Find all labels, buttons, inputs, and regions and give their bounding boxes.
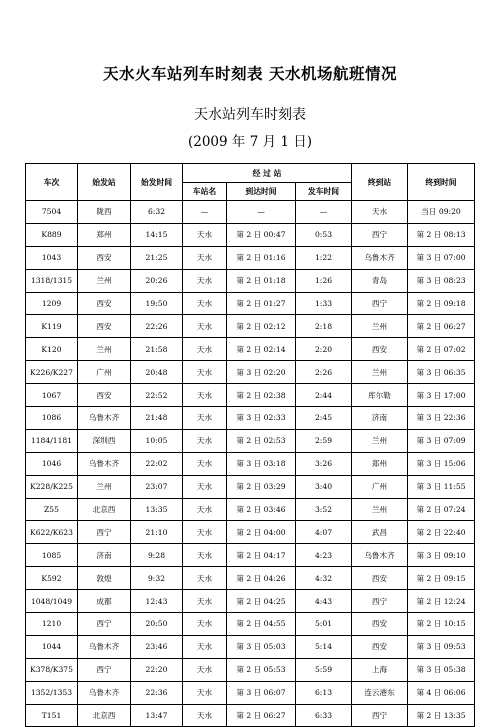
cell-depart: — bbox=[296, 201, 352, 224]
cell-depart: 1:22 bbox=[296, 246, 352, 269]
cell-depart: 2:18 bbox=[296, 315, 352, 338]
cell-station: 天水 bbox=[183, 292, 227, 315]
cell-end: 第 3 日 11:55 bbox=[408, 475, 475, 498]
table-row bbox=[26, 475, 475, 498]
cell-station: 天水 bbox=[183, 475, 227, 498]
cell-train: K622/K623 bbox=[26, 521, 78, 544]
cell-terminal: 西安 bbox=[352, 613, 408, 636]
cell-origin: 兰州 bbox=[78, 475, 131, 498]
cell-station: — bbox=[183, 201, 227, 224]
cell-station: 天水 bbox=[183, 223, 227, 246]
header-terminal: 终到站 bbox=[352, 164, 408, 201]
cell-start: 23:07 bbox=[131, 475, 183, 498]
cell-start: 6:32 bbox=[131, 201, 183, 224]
cell-station: 天水 bbox=[183, 361, 227, 384]
cell-end: 第 2 日 22:40 bbox=[408, 521, 475, 544]
cell-arrive: 第 3 日 03:18 bbox=[227, 452, 296, 475]
cell-terminal: 兰州 bbox=[352, 429, 408, 452]
timetable-date: (2009 年 7 月 1 日) bbox=[187, 134, 313, 150]
cell-train: 1210 bbox=[26, 613, 78, 636]
cell-start: 12:43 bbox=[131, 590, 183, 613]
cell-arrive: 第 2 日 03:29 bbox=[227, 475, 296, 498]
cell-train: 1352/1353 bbox=[26, 681, 78, 704]
cell-depart: 4:32 bbox=[296, 567, 352, 590]
cell-depart: 2:20 bbox=[296, 338, 352, 361]
cell-start: 21:58 bbox=[131, 338, 183, 361]
cell-station: 天水 bbox=[183, 429, 227, 452]
cell-train: Z55 bbox=[26, 498, 78, 521]
cell-depart: 2:59 bbox=[296, 429, 352, 452]
cell-end: 第 3 日 22:36 bbox=[408, 407, 475, 430]
table-row bbox=[26, 613, 475, 636]
cell-terminal: 上海 bbox=[352, 658, 408, 681]
timetable-body bbox=[26, 201, 475, 727]
header-origin: 始发站 bbox=[78, 164, 131, 201]
cell-start: 13:35 bbox=[131, 498, 183, 521]
cell-end: 第 3 日 09:10 bbox=[408, 544, 475, 567]
header-arrive: 到达时间 bbox=[227, 183, 296, 201]
cell-origin: 郑州 bbox=[78, 223, 131, 246]
cell-start: 10:05 bbox=[131, 429, 183, 452]
cell-station: 天水 bbox=[183, 407, 227, 430]
header-depart-time: 始发时间 bbox=[131, 164, 183, 201]
cell-start: 22:20 bbox=[131, 658, 183, 681]
cell-origin: 济南 bbox=[78, 544, 131, 567]
cell-end: 第 3 日 05:38 bbox=[408, 658, 475, 681]
cell-terminal: 济南 bbox=[352, 407, 408, 430]
cell-station: 天水 bbox=[183, 590, 227, 613]
cell-start: 13:47 bbox=[131, 704, 183, 727]
cell-station: 天水 bbox=[183, 567, 227, 590]
cell-station: 天水 bbox=[183, 269, 227, 292]
cell-terminal: 西宁 bbox=[352, 223, 408, 246]
cell-origin: 西安 bbox=[78, 246, 131, 269]
cell-terminal: 西安 bbox=[352, 635, 408, 658]
cell-depart: 3:26 bbox=[296, 452, 352, 475]
cell-arrive: 第 2 日 03:46 bbox=[227, 498, 296, 521]
cell-terminal: 连云港东 bbox=[352, 681, 408, 704]
cell-train: 1085 bbox=[26, 544, 78, 567]
cell-train: 1044 bbox=[26, 635, 78, 658]
cell-origin: 兰州 bbox=[78, 269, 131, 292]
cell-train: 1209 bbox=[26, 292, 78, 315]
table-row bbox=[26, 590, 475, 613]
cell-origin: 乌鲁木齐 bbox=[78, 681, 131, 704]
page-title: 天水火车站列车时刻表 天水机场航班情况 bbox=[103, 64, 397, 83]
cell-train: K226/K227 bbox=[26, 361, 78, 384]
table-row bbox=[26, 315, 475, 338]
cell-start: 9:28 bbox=[131, 544, 183, 567]
cell-end: 第 2 日 13:35 bbox=[408, 704, 475, 727]
cell-terminal: 西宁 bbox=[352, 292, 408, 315]
cell-station: 天水 bbox=[183, 246, 227, 269]
header-station: 车站名 bbox=[183, 183, 227, 201]
table-row bbox=[26, 498, 475, 521]
cell-start: 22:02 bbox=[131, 452, 183, 475]
cell-depart: 0:53 bbox=[296, 223, 352, 246]
header-depart: 发车时间 bbox=[296, 183, 352, 201]
cell-end: 第 3 日 17:00 bbox=[408, 384, 475, 407]
table-row bbox=[26, 407, 475, 430]
cell-arrive: 第 2 日 01:18 bbox=[227, 269, 296, 292]
cell-train: 1067 bbox=[26, 384, 78, 407]
header-terminal-time: 终到时间 bbox=[408, 164, 475, 201]
cell-station: 天水 bbox=[183, 635, 227, 658]
cell-station: 天水 bbox=[183, 613, 227, 636]
cell-arrive: 第 2 日 02:14 bbox=[227, 338, 296, 361]
cell-train: 1184/1181 bbox=[26, 429, 78, 452]
cell-terminal: 广州 bbox=[352, 475, 408, 498]
cell-terminal: 西安 bbox=[352, 567, 408, 590]
cell-train: 1086 bbox=[26, 407, 78, 430]
cell-train: 1048/1049 bbox=[26, 590, 78, 613]
cell-station: 天水 bbox=[183, 452, 227, 475]
cell-depart: 5:14 bbox=[296, 635, 352, 658]
cell-arrive: 第 2 日 01:27 bbox=[227, 292, 296, 315]
cell-train: K119 bbox=[26, 315, 78, 338]
cell-origin: 兰州 bbox=[78, 338, 131, 361]
cell-depart: 5:59 bbox=[296, 658, 352, 681]
cell-terminal: 兰州 bbox=[352, 498, 408, 521]
cell-terminal: 库尔勒 bbox=[352, 384, 408, 407]
cell-end: 第 2 日 07:24 bbox=[408, 498, 475, 521]
timetable-subtitle: 天水站列车时刻表 bbox=[194, 107, 306, 123]
cell-arrive: 第 2 日 01:16 bbox=[227, 246, 296, 269]
cell-terminal: 兰州 bbox=[352, 315, 408, 338]
cell-origin: 西宁 bbox=[78, 658, 131, 681]
cell-station: 天水 bbox=[183, 338, 227, 361]
table-row bbox=[26, 544, 475, 567]
cell-train: K592 bbox=[26, 567, 78, 590]
cell-depart: 3:52 bbox=[296, 498, 352, 521]
cell-origin: 乌鲁木齐 bbox=[78, 635, 131, 658]
cell-start: 20:48 bbox=[131, 361, 183, 384]
cell-depart: 4:23 bbox=[296, 544, 352, 567]
cell-arrive: 第 3 日 02:20 bbox=[227, 361, 296, 384]
cell-end: 第 2 日 10:15 bbox=[408, 613, 475, 636]
cell-arrive: 第 2 日 04:55 bbox=[227, 613, 296, 636]
cell-origin: 西安 bbox=[78, 315, 131, 338]
cell-station: 天水 bbox=[183, 315, 227, 338]
cell-end: 第 3 日 08:23 bbox=[408, 269, 475, 292]
cell-end: 第 2 日 06:27 bbox=[408, 315, 475, 338]
cell-station: 天水 bbox=[183, 521, 227, 544]
cell-depart: 1:33 bbox=[296, 292, 352, 315]
cell-start: 20:50 bbox=[131, 613, 183, 636]
cell-depart: 2:45 bbox=[296, 407, 352, 430]
cell-terminal: 西安 bbox=[352, 338, 408, 361]
cell-terminal: 郑州 bbox=[352, 452, 408, 475]
table-row bbox=[26, 201, 475, 224]
cell-station: 天水 bbox=[183, 498, 227, 521]
cell-start: 22:26 bbox=[131, 315, 183, 338]
table-row bbox=[26, 567, 475, 590]
table-row bbox=[26, 521, 475, 544]
cell-terminal: 青岛 bbox=[352, 269, 408, 292]
table-row bbox=[26, 269, 475, 292]
cell-origin: 敦煌 bbox=[78, 567, 131, 590]
cell-depart: 1:26 bbox=[296, 269, 352, 292]
table-row bbox=[26, 384, 475, 407]
cell-terminal: 天水 bbox=[352, 201, 408, 224]
cell-start: 21:25 bbox=[131, 246, 183, 269]
cell-start: 21:48 bbox=[131, 407, 183, 430]
cell-end: 第 3 日 07:00 bbox=[408, 246, 475, 269]
cell-train: 1046 bbox=[26, 452, 78, 475]
cell-depart: 3:40 bbox=[296, 475, 352, 498]
cell-depart: 2:44 bbox=[296, 384, 352, 407]
cell-start: 22:36 bbox=[131, 681, 183, 704]
cell-end: 第 3 日 07:09 bbox=[408, 429, 475, 452]
cell-arrive: 第 2 日 04:26 bbox=[227, 567, 296, 590]
cell-arrive: 第 2 日 02:53 bbox=[227, 429, 296, 452]
cell-terminal: 西宁 bbox=[352, 590, 408, 613]
table-row bbox=[26, 338, 475, 361]
cell-origin: 西宁 bbox=[78, 521, 131, 544]
cell-start: 20:26 bbox=[131, 269, 183, 292]
table-row bbox=[26, 681, 475, 704]
cell-arrive: 第 2 日 04:17 bbox=[227, 544, 296, 567]
cell-start: 22:52 bbox=[131, 384, 183, 407]
cell-start: 14:15 bbox=[131, 223, 183, 246]
table-row bbox=[26, 223, 475, 246]
cell-train: 1043 bbox=[26, 246, 78, 269]
table-row bbox=[26, 704, 475, 727]
cell-station: 天水 bbox=[183, 384, 227, 407]
cell-end: 第 2 日 08:13 bbox=[408, 223, 475, 246]
cell-station: 天水 bbox=[183, 704, 227, 727]
cell-station: 天水 bbox=[183, 658, 227, 681]
cell-origin: 陇西 bbox=[78, 201, 131, 224]
train-timetable bbox=[25, 163, 475, 727]
cell-start: 9:32 bbox=[131, 567, 183, 590]
cell-end: 第 3 日 09:53 bbox=[408, 635, 475, 658]
cell-arrive: — bbox=[227, 201, 296, 224]
table-row bbox=[26, 635, 475, 658]
cell-terminal: 兰州 bbox=[352, 361, 408, 384]
cell-arrive: 第 3 日 02:33 bbox=[227, 407, 296, 430]
cell-station: 天水 bbox=[183, 544, 227, 567]
cell-train: K889 bbox=[26, 223, 78, 246]
cell-depart: 6:33 bbox=[296, 704, 352, 727]
cell-origin: 广州 bbox=[78, 361, 131, 384]
cell-end: 第 2 日 07:02 bbox=[408, 338, 475, 361]
cell-start: 21:10 bbox=[131, 521, 183, 544]
table-row bbox=[26, 361, 475, 384]
cell-arrive: 第 2 日 06:27 bbox=[227, 704, 296, 727]
cell-station: 天水 bbox=[183, 681, 227, 704]
cell-train: T151 bbox=[26, 704, 78, 727]
cell-start: 23:46 bbox=[131, 635, 183, 658]
cell-end: 第 2 日 09:18 bbox=[408, 292, 475, 315]
cell-arrive: 第 2 日 00:47 bbox=[227, 223, 296, 246]
cell-depart: 6:13 bbox=[296, 681, 352, 704]
cell-end: 第 3 日 15:06 bbox=[408, 452, 475, 475]
cell-train: K378/K375 bbox=[26, 658, 78, 681]
cell-train: 7504 bbox=[26, 201, 78, 224]
cell-train: K228/K225 bbox=[26, 475, 78, 498]
cell-origin: 西安 bbox=[78, 292, 131, 315]
cell-end: 第 3 日 06:35 bbox=[408, 361, 475, 384]
cell-train: 1318/1315 bbox=[26, 269, 78, 292]
table-row bbox=[26, 658, 475, 681]
cell-origin: 北京西 bbox=[78, 704, 131, 727]
cell-end: 当日 09:20 bbox=[408, 201, 475, 224]
table-row bbox=[26, 292, 475, 315]
cell-origin: 北京西 bbox=[78, 498, 131, 521]
table-row bbox=[26, 429, 475, 452]
cell-origin: 西安 bbox=[78, 384, 131, 407]
cell-terminal: 武昌 bbox=[352, 521, 408, 544]
cell-depart: 4:43 bbox=[296, 590, 352, 613]
cell-terminal: 西宁 bbox=[352, 704, 408, 727]
cell-depart: 2:26 bbox=[296, 361, 352, 384]
cell-origin: 乌鲁木齐 bbox=[78, 407, 131, 430]
cell-arrive: 第 2 日 02:12 bbox=[227, 315, 296, 338]
cell-arrive: 第 3 日 06:07 bbox=[227, 681, 296, 704]
cell-end: 第 2 日 09:15 bbox=[408, 567, 475, 590]
cell-end: 第 2 日 12:24 bbox=[408, 590, 475, 613]
table-row bbox=[26, 452, 475, 475]
cell-depart: 5:01 bbox=[296, 613, 352, 636]
cell-arrive: 第 2 日 05:53 bbox=[227, 658, 296, 681]
cell-origin: 成都 bbox=[78, 590, 131, 613]
cell-origin: 西宁 bbox=[78, 613, 131, 636]
cell-start: 19:50 bbox=[131, 292, 183, 315]
cell-origin: 乌鲁木齐 bbox=[78, 452, 131, 475]
cell-terminal: 乌鲁木齐 bbox=[352, 246, 408, 269]
header-via: 经 过 站 bbox=[183, 164, 352, 183]
cell-arrive: 第 2 日 04:25 bbox=[227, 590, 296, 613]
cell-arrive: 第 2 日 04:00 bbox=[227, 521, 296, 544]
cell-end: 第 4 日 06:06 bbox=[408, 681, 475, 704]
cell-arrive: 第 3 日 05:03 bbox=[227, 635, 296, 658]
header-train: 车次 bbox=[26, 164, 78, 201]
cell-arrive: 第 2 日 02:38 bbox=[227, 384, 296, 407]
cell-train: K120 bbox=[26, 338, 78, 361]
table-row bbox=[26, 246, 475, 269]
cell-terminal: 乌鲁木齐 bbox=[352, 544, 408, 567]
cell-origin: 深圳西 bbox=[78, 429, 131, 452]
cell-depart: 4:07 bbox=[296, 521, 352, 544]
